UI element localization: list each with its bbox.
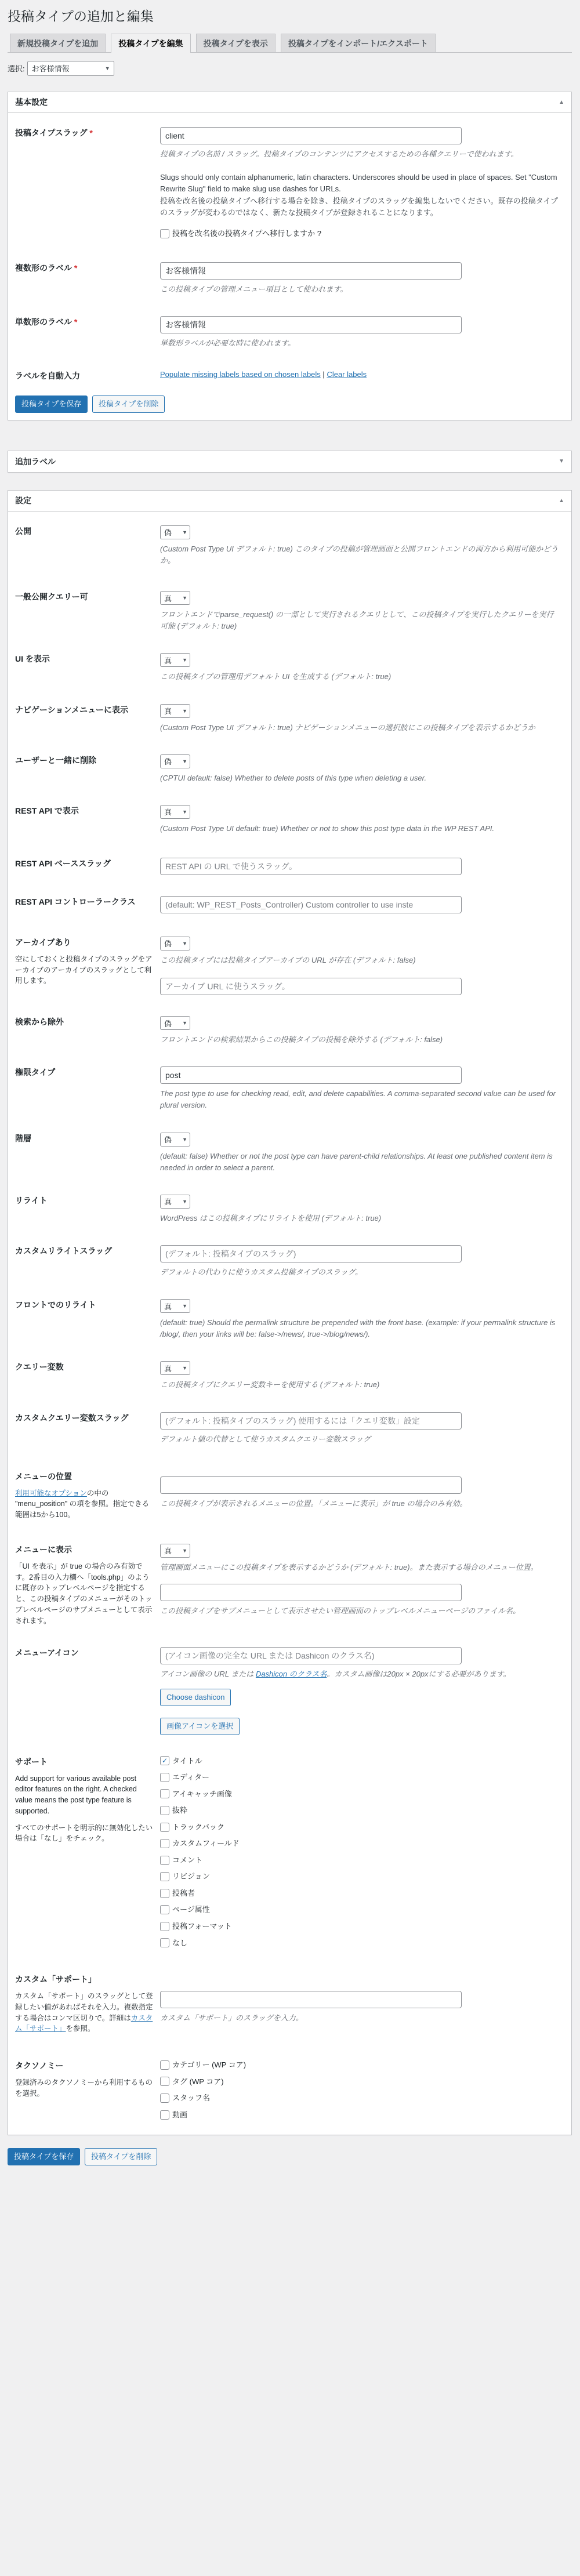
chevron-down-icon: ▼ — [104, 65, 110, 71]
basic-settings-header[interactable]: 基本設定 ▲ — [8, 92, 571, 113]
supports-checkbox[interactable] — [160, 1789, 560, 1799]
taxonomies-label: タクソノミー — [15, 2061, 64, 2071]
taxonomy-checkbox[interactable] — [160, 2060, 560, 2070]
link-separator: | — [322, 369, 325, 379]
exclude-search-desc: フロントエンドの検索結果からこの投稿タイプの投稿を除外する (デフォルト: false) — [160, 1035, 443, 1044]
chevron-down-icon: ▼ — [182, 1136, 187, 1142]
rewrite-select[interactable]: 真 ▼ — [160, 1195, 190, 1209]
chevron-down-icon: ▼ — [182, 529, 187, 535]
slug-input[interactable]: client — [160, 127, 462, 144]
checkbox-icon — [160, 1856, 169, 1865]
rest-controller-label: REST API コントローラークラス — [15, 897, 136, 906]
show-in-menu-label: メニューに表示 — [15, 1544, 72, 1554]
supports-options — [160, 1756, 560, 1949]
archive-label: アーカイブあり — [15, 937, 71, 947]
query-var-slug-input[interactable]: (デフォルト: 投稿タイプのスラッグ) 使用するには「クエリ変数」設定 — [160, 1412, 462, 1430]
show-in-menu-desc2: この投稿タイプをサブメニューとして表示させたい管理画面のトップレベルメニューページのファイル名。 — [160, 1606, 521, 1616]
delete-with-user-desc: (CPTUI default: false) Whether to delete posts of this type when deleting a user. — [160, 773, 427, 782]
post-type-select[interactable]: お客様情報 ▼ — [27, 61, 114, 76]
checkbox-icon — [160, 1905, 169, 1914]
chevron-down-icon: ▼ — [182, 1547, 187, 1554]
supports-checkbox-label: アイキャッチ画像 — [172, 1789, 232, 1798]
archive-slug-input[interactable]: アーカイブ URL に使うスラッグ。 — [160, 978, 462, 995]
rest-api-label: REST API で表示 — [15, 806, 79, 815]
rest-base-label: REST API ベーススラッグ — [15, 858, 111, 868]
settings-panel: 設定 ▲ 公開 偽 ▼ (Custom Post Type UI デフォルト: true) このタイプの投稿が管理画面と公開フロントエンドの両方から利用可能かどうか。 一般公開クエリー可 真 ▼ フロントエンドでparse_request() の一部として実行されるクエリとして、この投稿タイプを実行したクエリーを実行可能 (デフォルト: true) UI を表示 真 ▼ この投稿タイプの管理用デフォルト UI を生成する (デフォルト: true) ナビゲーションメニューに表示 真 ▼ (Custom Post Type UI デフォルト: true) ナビゲーションメニューの選択肢にこの投稿タイプを表示するかどうか ユーザーと一緒に削除 偽 ▼ (CPTUI default: false) Whether to delete posts of this type when deleting a user. REST API で表示 真 ▼ (Custom Post Type UI default: true) Whether or not to show this post type data in the WP REST API. REST API ベーススラッグ REST API の URL で使うスラッグ。 REST API コントローラークラス (default: WP_REST_Posts_Controller) Custom controller to use inste アーカイブあり 空にしておくと投稿タイプのスラッグをアーカイブのアーカイブのスラッグとして利用します。 偽 ▼ この投稿タイプには投稿タイプアーカイブの URL が存在 (デフォルト: false) アーカイブ URL に使うスラッグ。 検索から除外 偽 ▼ フロントエンドの検索結果からこの投稿タイプの投稿を除外する (デフォルト: false) 権限タイプ post The post type to use for checking read, edit, and delete capabilities. A comma-separated second value can be used for plural version. 階層 偽 ▼ (default: false) Whether or not the post type can have parent-child relationships. At least one published content item is needed in order to select a parent. リライト 真 ▼ WordPress はこの投稿タイプにリライトを使用 (デフォルト: true) カスタムリライトスラッグ (デフォルト: 投稿タイプのスラッグ) デフォルトの代わりに使うカスタム投稿タイプのスラッグ。 フロントでのリライト 真 ▼ (default: true) Should the permalink structure be prepended with the front base. (example: if your permalink structure is /blog/, then your links will be: false->/news/, true->/blog/news/). クエリー変数 真 ▼ この投稿タイプにクエリー変数キーを使用する (デフォルト: true) カスタムクエリー変数スラッグ (デフォルト: 投稿タイプのスラッグ) 使用するには「クエリ変数」設定 デフォルト値の代替として使うカスタムクエリー変数スラッグ メニューの位置 利用可能なオプションの中の "menu_position" の項を参照。指定できる範囲は5から100。 この投稿タイプが表示されるメニューの位置。「メニューに表示」が true の場合のみ有効。 メニューに表示 「UI を表示」が true の場合のみ有効です。2番目の入力欄へ「tools.php」のように既存のトップレベルページを指定すると、この投稿タイプのメニューがそのトップレベルページのサブメニューとして表示されます。 真 ▼ 管理画面メニューにこの投稿タイプを表示するかどうか (デフォルト: true)。また表示する場合のメニュー位置。 この投稿タイプをサブメニューとして表示させたい管理画面のトップレベルメニューページのファイル名。 メニューアイコン (アイコン画像の完全な URL または Dashicon のクラス名) アイコン画像の URL または Dashicon のクラス名。カスタム画像は20px × 20pxにする必要があります。 Choose dashicon 画像アイコンを選択 サポート Add support for various available post editor features on the right. A checked value means the post type feature is supported. すべてのサポートを明示的に無効化したい場合は「なし」をチェック。 ✓ タイトル エディター アイキャッチ画像 抜粋 トラックバック カスタムフィールド コメント リビジョン 投稿者 ページ属性 投稿フォーマット なし カスタム「サポート」 カスタム「サポート」のスラッグとして登録したい値があればそれを入力。複数指定する場合はコンマ区切りで。詳細はカスタム「サポート」を参照。 カスタム「サポート」のスラッグを入力。 タクソノミー 登録済みのタクソノミーから利用するものを選択。 カテゴリー (WP コア) タグ (WP コア) スタッフ名 動画 — [8, 490, 572, 2135]
checkbox-icon — [160, 2094, 169, 2103]
chevron-down-icon: ▼ — [182, 1365, 187, 1372]
slug-label: 投稿タイプスラッグ * — [15, 128, 93, 137]
rewrite-label: リライト — [15, 1195, 48, 1205]
supports-checkbox-label: 投稿フォーマット — [172, 1922, 232, 1931]
query-var-slug-label: カスタムクエリー変数スラッグ — [15, 1413, 129, 1423]
options-link[interactable]: 利用可能なオプション — [15, 1489, 87, 1497]
taxonomy-checkbox-label: カテゴリー (WP コア) — [172, 2060, 246, 2070]
save-button[interactable]: 投稿タイプを保存 — [8, 2148, 80, 2165]
show-in-menu-input[interactable] — [160, 1584, 462, 1601]
extra-labels-header[interactable]: 追加ラベル ▼ — [15, 456, 564, 466]
show-ui-label: UI を表示 — [15, 654, 50, 664]
supports-checkbox[interactable] — [160, 1838, 560, 1849]
extra-labels-panel — [8, 451, 572, 473]
query-var-select[interactable]: 真 ▼ — [160, 1361, 190, 1375]
supports-checkbox-label: タイトル — [172, 1756, 202, 1765]
rewrite-slug-desc: デフォルトの代わりに使うカスタム投稿タイプのスラッグ。 — [160, 1267, 362, 1276]
plural-input[interactable]: お客様情報 — [160, 262, 462, 280]
checkbox-icon — [160, 1839, 169, 1848]
collapse-up-icon[interactable]: ▲ — [559, 497, 564, 504]
chevron-down-icon: ▼ — [182, 808, 187, 815]
chevron-down-icon: ▼ — [182, 657, 187, 663]
custom-supports-sublabel: カスタム「サポート」のスラッグとして登録したい値があればそれを入力。複数指定する場合はコンマ区切りで。詳細は — [15, 1992, 153, 2022]
menu-position-sublabel: の中の "menu_position" の項を参照。指定できる範囲は5から100。 — [15, 1489, 150, 1519]
supports-checkbox[interactable] — [160, 1921, 560, 1932]
supports-label: サポート — [15, 1757, 48, 1766]
rest-controller-input[interactable]: (default: WP_REST_Posts_Controller) Custom controller to use inste — [160, 896, 462, 913]
capability-input[interactable]: post — [160, 1066, 462, 1084]
taxonomy-checkbox-label: スタッフ名 — [172, 2094, 211, 2103]
singular-desc: 単数形ラベルが必要な時に使われます。 — [160, 338, 295, 347]
public-select[interactable]: 偽 ▼ — [160, 525, 190, 539]
clear-labels-link[interactable]: Clear labels — [327, 369, 367, 379]
tab-edit[interactable]: 投稿タイプを編集 — [111, 34, 190, 53]
show-in-menu-desc: 管理画面メニューにこの投稿タイプを表示するかどうか (デフォルト: true)。また表示する場合のメニュー位置。 — [160, 1562, 538, 1572]
supports-checkbox-label: リビジョン — [172, 1872, 210, 1881]
slug-note-warning: 投稿を改名後の投稿タイプへ移行する場合を除き、投稿タイプのスラッグを編集しないでください。既存の投稿タイプのスラッグが変わるのではなく、新たな投稿タイプが登録されることになります。 — [160, 197, 559, 217]
checkbox-icon — [160, 1922, 169, 1931]
menu-icon-desc: アイコン画像の URL または — [160, 1670, 254, 1679]
taxonomy-checkbox-label: 動画 — [172, 2110, 188, 2119]
show-ui-select[interactable]: 真 ▼ — [160, 653, 190, 667]
taxonomies-sublabel: 登録済みのタクソノミーから利用するものを選択。 — [15, 2078, 153, 2098]
supports-checkbox-label: トラックバック — [172, 1822, 224, 1831]
exclude-search-select[interactable]: 偽 ▼ — [160, 1016, 190, 1030]
page-title: 投稿タイプの追加と編集 — [8, 9, 154, 24]
supports-checkbox-label: エディター — [172, 1773, 209, 1782]
supports-checkbox-label: コメント — [172, 1855, 203, 1864]
supports-checkbox-label: 投稿者 — [172, 1888, 195, 1897]
rest-api-select[interactable]: 真 ▼ — [160, 805, 190, 819]
plural-label: 複数形のラベル * — [15, 263, 78, 273]
collapse-up-icon[interactable]: ▲ — [559, 99, 564, 106]
archive-select[interactable]: 偽 ▼ — [160, 937, 190, 950]
public-label: 公開 — [15, 526, 31, 536]
delete-button[interactable]: 投稿タイプを削除 — [85, 2148, 157, 2165]
menu-position-input[interactable] — [160, 1476, 462, 1494]
slug-desc: 投稿タイプの名前 / スラッグ。投稿タイプのコンテンツにアクセスするための各種クエリーで使われます。 — [160, 149, 519, 158]
checkbox-icon — [160, 1823, 169, 1832]
show-in-menu-select[interactable]: 真 ▼ — [160, 1544, 190, 1558]
supports-sublabel: Add support for various available post editor features on the right. A checked value means the post type feature is supported. — [15, 1774, 137, 1815]
hierarchical-label: 階層 — [15, 1133, 31, 1143]
supports-checkbox[interactable] — [160, 1855, 560, 1866]
checkbox-icon — [160, 2077, 169, 2086]
supports-checkbox[interactable] — [160, 1805, 560, 1816]
taxonomy-checkbox-label: タグ (WP コア) — [172, 2077, 224, 2086]
expand-down-icon[interactable]: ▼ — [559, 458, 564, 465]
capability-label: 権限タイプ — [15, 1068, 56, 1077]
query-var-desc: この投稿タイプにクエリー変数キーを使用する (デフォルト: true) — [160, 1380, 380, 1389]
tab-bar — [8, 34, 572, 53]
supports-checkbox[interactable] — [160, 1888, 560, 1899]
chevron-down-icon: ▼ — [182, 940, 187, 946]
with-front-label: フロントでのリライト — [15, 1300, 96, 1310]
rest-base-input[interactable]: REST API の URL で使うスラッグ。 — [160, 858, 462, 875]
menu-icon-input[interactable]: (アイコン画像の完全な URL または Dashicon のクラス名) — [160, 1647, 462, 1664]
select-label: 選択: — [8, 64, 25, 74]
supports-sublabel-none: すべてのサポートを明示的に無効化したい場合は「なし」をチェック。 — [15, 1823, 153, 1843]
rest-api-desc: (Custom Post Type UI default: true) Whether or not to show this post type data in the WP REST API. — [160, 823, 495, 833]
taxonomy-checkbox[interactable] — [160, 2093, 560, 2103]
with-front-select[interactable]: 真 ▼ — [160, 1299, 190, 1313]
taxonomy-checkbox[interactable] — [160, 2077, 560, 2087]
chevron-down-icon: ▼ — [182, 1303, 187, 1309]
checkbox-icon — [160, 1806, 169, 1815]
checkbox-icon — [160, 1872, 169, 1881]
checkbox-icon — [160, 1789, 169, 1798]
query-var-slug-desc: デフォルト値の代替として使うカスタムクエリー変数スラッグ — [160, 1434, 371, 1443]
show-in-menu-sublabel: 「UI を表示」が true の場合のみ有効です。2番目の入力欄へ「tools.php」のように既存のトップレベルページを指定すると、この投稿タイプのメニューがそのトップレベルページのサブメニューとして表示されます。 — [15, 1562, 153, 1625]
exclude-search-label: 検索から除外 — [15, 1017, 64, 1027]
custom-supports-desc: カスタム「サポート」のスラッグを入力。 — [160, 2013, 303, 2023]
chevron-down-icon: ▼ — [182, 1198, 187, 1204]
archive-sublabel: 空にしておくと投稿タイプのスラッグをアーカイブのアーカイブのスラッグとして利用します。 — [15, 955, 153, 985]
rewrite-slug-label: カスタムリライトスラッグ — [15, 1246, 113, 1256]
publicly-queryable-desc: フロントエンドでparse_request() の一部として実行されるクエリとして、この投稿タイプを実行したクエリーを実行可能 (デフォルト: true) — [160, 610, 554, 631]
menu-icon-label: メニューアイコン — [15, 1648, 79, 1658]
checkbox-icon — [160, 2110, 169, 2120]
choose-dashicon-button[interactable]: Choose dashicon — [160, 1689, 231, 1706]
hierarchical-desc: (default: false) Whether or not the post type can have parent-child relationships. At least one published content item is needed in order to select a parent. — [160, 1151, 553, 1172]
save-button[interactable]: 投稿タイプを保存 — [15, 396, 88, 413]
nav-menu-select[interactable]: 真 ▼ — [160, 704, 190, 718]
with-front-desc: (default: true) Should the permalink structure be prepended with the front base. (example: if your permalink structure is /blog/, then your links will be: false->/news/, true->/blog/news/). — [160, 1318, 556, 1339]
checkbox-icon — [160, 229, 169, 238]
custom-supports-label: カスタム「サポート」 — [15, 1975, 96, 1984]
nav-menu-desc: (Custom Post Type UI デフォルト: true) ナビゲーションメニューの選択肢にこの投稿タイプを表示するかどうか — [160, 723, 535, 732]
delete-button[interactable]: 投稿タイプを削除 — [92, 396, 165, 413]
basic-settings-panel — [8, 92, 572, 420]
checkbox-icon — [160, 1938, 169, 1947]
custom-supports-link[interactable]: カスタム「サポート」 — [15, 2013, 153, 2033]
autolabel-label: ラベルを自動入力 — [15, 371, 80, 380]
singular-label: 単数形のラベル * — [15, 317, 78, 326]
slug-note-latin: Slugs should only contain alphanumeric, latin characters. Underscores should be used in place of spaces. Set "Custom Rewrite Slug" field to make slug use dashes for URLs. — [160, 173, 557, 193]
checkbox-icon — [160, 1773, 169, 1782]
checkbox-icon — [160, 1889, 169, 1898]
supports-checkbox-label: 抜粋 — [172, 1806, 188, 1815]
chevron-down-icon: ▼ — [182, 708, 187, 714]
chevron-down-icon: ▼ — [182, 758, 187, 764]
populate-labels-link[interactable]: Populate missing labels based on chosen labels — [160, 369, 321, 379]
publicly-queryable-label: 一般公開クエリー可 — [15, 592, 88, 602]
supports-checkbox-label: ページ属性 — [172, 1905, 210, 1914]
nav-menu-label: ナビゲーションメニューに表示 — [15, 705, 129, 714]
chevron-down-icon: ▼ — [182, 1020, 187, 1026]
rewrite-desc: WordPress はこの投稿タイプにリライトを使用 (デフォルト: true) — [160, 1213, 382, 1222]
supports-checkbox[interactable] — [160, 1756, 560, 1766]
settings-header[interactable]: 設定 ▲ — [8, 491, 571, 511]
rewrite-slug-input[interactable]: (デフォルト: 投稿タイプのスラッグ) — [160, 1245, 462, 1262]
archive-desc: この投稿タイプには投稿タイプアーカイブの URL が存在 (デフォルト: false) — [160, 955, 416, 964]
plural-desc: この投稿タイプの管理メニュー項目として使われます。 — [160, 284, 348, 293]
capability-desc: The post type to use for checking read, edit, and delete capabilities. A comma-separated second value can be used for plural version. — [160, 1089, 556, 1110]
query-var-label: クエリー変数 — [15, 1362, 64, 1372]
tab-view[interactable]: 投稿タイプを表示 — [196, 34, 276, 52]
chevron-down-icon: ▼ — [182, 595, 187, 601]
checkmark-icon: ✓ — [160, 1756, 169, 1765]
supports-checkbox-label: なし — [172, 1938, 188, 1947]
migrate-checkbox[interactable]: 投稿を改名後の投稿タイプへ移行しますか ? — [160, 228, 560, 239]
supports-checkbox[interactable] — [160, 1822, 560, 1833]
tab-import-export[interactable]: 投稿タイプをインポート/エクスポート — [281, 34, 436, 52]
delete-with-user-select[interactable]: 偽 ▼ — [160, 754, 190, 768]
hierarchical-select[interactable]: 偽 ▼ — [160, 1133, 190, 1146]
supports-checkbox[interactable] — [160, 1904, 560, 1915]
supports-checkbox[interactable] — [160, 1871, 560, 1882]
select-image-icon-button[interactable]: 画像アイコンを選択 — [160, 1718, 240, 1735]
delete-with-user-label: ユーザーと一緒に削除 — [15, 755, 96, 765]
menu-position-desc: この投稿タイプが表示されるメニューの位置。「メニューに表示」が true の場合のみ有効。 — [160, 1499, 467, 1508]
show-ui-desc: この投稿タイプの管理用デフォルト UI を生成する (デフォルト: true) — [160, 672, 392, 681]
tab-add-new[interactable]: 新規投稿タイプを追加 — [10, 34, 106, 52]
menu-position-label: メニューの位置 — [15, 1471, 72, 1481]
public-desc: (Custom Post Type UI デフォルト: true) このタイプの投稿が管理画面と公開フロントエンドの両方から利用可能かどうか。 — [160, 544, 559, 565]
supports-checkbox-label: カスタムフィールド — [172, 1839, 240, 1848]
taxonomy-checkbox[interactable] — [160, 2110, 560, 2120]
checkbox-icon — [160, 2060, 169, 2070]
taxonomies-options — [160, 2060, 560, 2120]
singular-input[interactable]: お客様情報 — [160, 316, 462, 333]
custom-supports-input[interactable] — [160, 1991, 462, 2008]
supports-checkbox[interactable] — [160, 1772, 560, 1783]
publicly-queryable-select[interactable]: 真 ▼ — [160, 591, 190, 605]
supports-checkbox[interactable] — [160, 1938, 560, 1949]
dashicon-class-link[interactable]: Dashicon のクラス名 — [255, 1670, 327, 1679]
